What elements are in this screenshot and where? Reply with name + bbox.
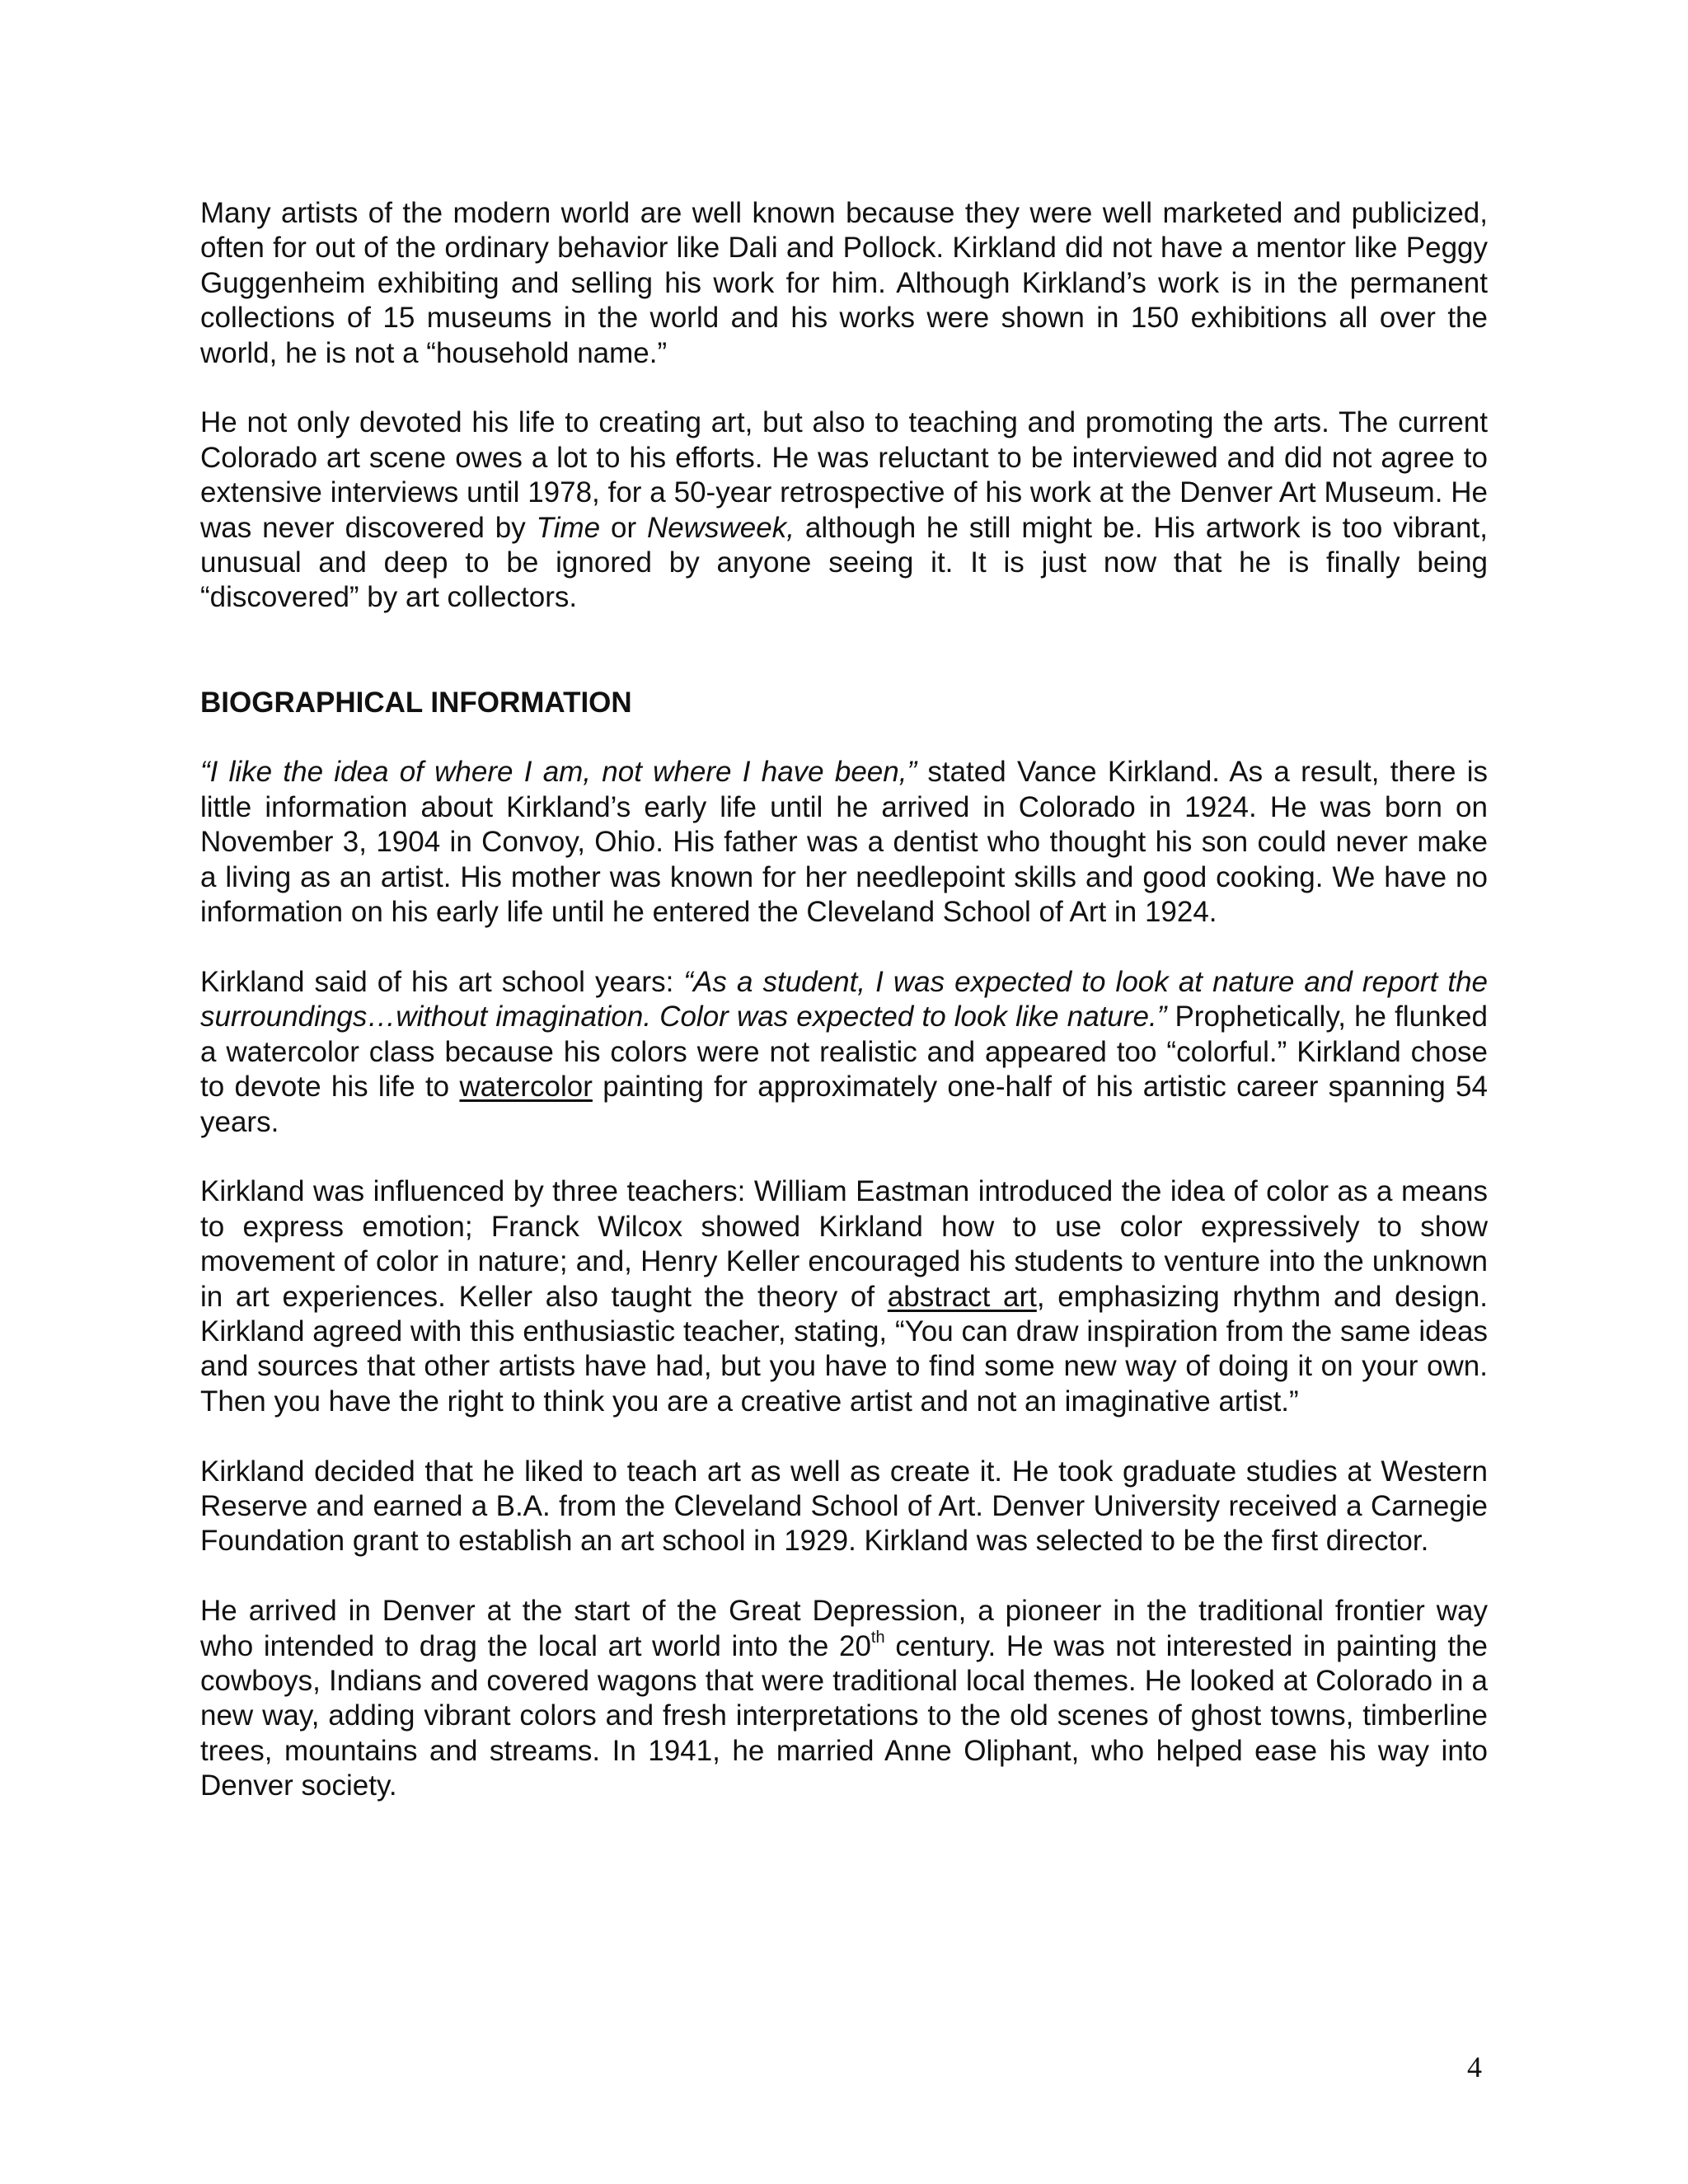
bio-paragraph-5 [200,1594,1488,1803]
section-heading: BIOGRAPHICAL INFORMATION [200,686,632,719]
intro-paragraph-2-or: or [600,511,648,544]
publication-time: Time [536,511,601,544]
art-school-quote: “As a student, I was expected to look at nature and report the surroundings…without imagination. Color was expected to look like nature.” [200,965,1489,1033]
intro-paragraph-2-text-a: He not only devoted his life to creating art, but also to teaching and promoting the arts. The current Colorado art scene owes a lot to his efforts. He was reluctant to be interviewed and did not agree to extensive interviews until 1978, for a 50-year retrospective of his work at the Denver Art Museum. He was never discovered by [200,406,1488,544]
bio-paragraph-1 [200,755,1488,930]
document-page [200,196,1488,1804]
bio-paragraph-5-text-b: century. He was not interested in painting the cowboys, Indians and covered wagons that were traditional local themes. He looked at Colorado in a new way, adding vibrant colors and fresh interpretations to the old scenes of ghost towns, timberline trees, mountains and streams. In 1941, he married Anne Oliphant, who helped ease his way into Denver society. [200,1629,1488,1802]
bio-paragraph-3-text-a: Kirkland was influenced by three teachers: William Eastman introduced the idea of color as a means to express emotion; Franck Wilcox showed Kirkland how to use color expressively to show movement of color in nature; and, Henry Keller encouraged his students to venture into the unknown in art experiences. Keller also taught the theory of [200,1175,1488,1313]
intro-paragraph-1: Many artists of the modern world are well known because they were well marketed and publicized, often for out of the ordinary behavior like Dali and Pollock. Kirkland did not have a mentor like Peggy Guggenheim exhibiting and selling his work for him. Although Kirkland’s work is in the permanent collections of 15 museums in the world and his works were shown in 150 exhibitions all over the world, he is not a “household name.” [200,197,1488,369]
bio-paragraph-2 [200,965,1488,1140]
bio-paragraph-1-text: stated Vance Kirkland. As a result, there is little information about Kirkland’s early life until he arrived in Colorado in 1924. He was born on November 3, 1904 in Convoy, Ohio. His father was a dentist who thought his son could never make a living as an artist. His mother was known for her needlepoint skills and good cooking. We have no information on his early life until he entered the Cleveland School of Art in 1924. [200,756,1488,929]
bio-paragraph-2-text-b: Prophetically, he flunked a watercolor class because his colors were not realistic and appeared too “colorful.” Kirkland chose to devote his life to [200,1001,1488,1104]
bio-paragraph-2-text-c: painting for approximately one-half of his artistic career spanning 54 years. [200,1071,1488,1138]
bio-paragraph-2-text-a: Kirkland said of his art school years: [200,965,684,998]
intro-paragraph-2-text-b: although he still might be. His artwork is too vibrant, unusual and deep to be ignored by anyone seeing it. It is just now that he is finally being “discovered” by art collectors. [200,511,1488,614]
publication-newsweek: Newsweek, [647,511,795,544]
bio-paragraph-3-text-b: , emphasizing rhythm and design. Kirkland agreed with this enthusiastic teacher, stating, “You can draw inspiration from the same ideas and sources that other artists have had, but you have to find some new way of doing it on your own. Then you have the right to think you are a creative artist and not an imaginative artist.” [200,1280,1489,1418]
page-number: 4 [1467,2050,1482,2083]
kirkland-quote: “I like the idea of where I am, not where I have been,” [200,756,917,789]
bio-paragraph-5-text-a: He arrived in Denver at the start of the Great Depression, a pioneer in the traditional frontier way who intended to drag the local art world into the 20 [200,1595,1488,1662]
intro-paragraph-2 [200,405,1488,615]
bio-paragraph-3 [200,1174,1488,1419]
abstract-art-link[interactable]: abstract art [887,1280,1037,1313]
watercolor-link[interactable]: watercolor [459,1071,593,1104]
ordinal-superscript: th [870,1628,885,1647]
bio-paragraph-4: Kirkland decided that he liked to teach art as well as create it. He took graduate studies at Western Reserve and earned a B.A. from the Cleveland School of Art. Denver University received a Carnegie Foundation grant to establish an art school in 1929. Kirkland was selected to be the first director. [200,1455,1488,1558]
